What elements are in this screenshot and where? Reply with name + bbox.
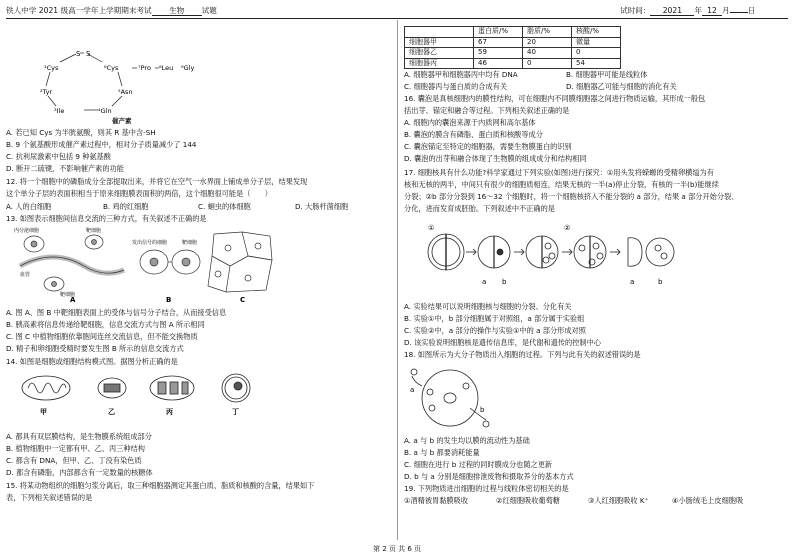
q15-option-a: A. 细胞器甲和细胞器丙中均有 DNA [404,70,518,79]
q12-option-b: B. 鸡的红细胞 [103,202,149,211]
organelle-label-ding: 丁 [232,408,239,416]
q16-option-c: C. 囊泡锚定至特定的细胞器，需要生物膜蛋白的识别 [404,142,572,151]
q13-option-c: C. 图 C 中植物细胞依靠胞间连丝交流信息，但不能交换物质 [6,332,198,341]
q17-stem-line4: 分化，进而发育成胚胎。下列叙述中不正确的是 [404,204,555,213]
q17-option-a: A. 实验结果可以说明细胞核与细胞的分裂、分化有关 [404,302,572,311]
table-cell: 67 [474,37,523,48]
table-header-lipid: 脂质/% [523,27,572,38]
table-header-empty [405,27,474,38]
q13-option-b: B. 胰高素将信息传递给靶细胞，信息交流方式与图 A 所示相同 [6,320,205,329]
q18-option-b: B. a 与 b 都要消耗能量 [404,448,480,457]
table-cell: 细胞器乙 [405,48,474,59]
q16-stem-line2: 括出芽、锚定和融合等过程。下列相关叙述正确的是 [404,106,570,115]
q12-stem-line1: 12. 将一个细胞中的磷脂成分全部提取出来，并将它在空气一水界面上铺成单分子层，结果发现 [6,177,308,186]
fig-label-b: B [166,296,172,304]
q19-stem: 19. 下列物质进出细胞的过程与线粒体密切相关的是 [404,484,569,493]
oxytocin-caption: 催产素 [112,117,132,125]
table-cell: 0 [572,48,621,59]
table-cell: 细胞器甲 [405,37,474,48]
q15-option-d: D. 细胞器乙可能与细胞的消化有关 [566,82,677,91]
q15-option-c: C. 细胞器丙与蛋白质的合成有关 [404,82,508,91]
q17-stem-line3: 分裂；②b 部分分裂到 16～32 个细胞时，将一个细胞核挤入不能分裂的 a 部分，结果 a 部分开始分裂、 [404,192,739,201]
residue-tyr2: ²Tyr [40,88,53,96]
table-header-protein: 蛋白质/% [474,27,523,38]
table-cell: 20 [523,37,572,48]
residue-gln4: ⁴Gln [98,107,112,115]
q14-option-b: B. 植物细胞中一定都有甲、乙、丙三种结构 [6,444,145,453]
q16-option-b: B. 囊泡的膜含有磷脂、蛋白质和核酸等成分 [404,130,543,139]
table-row [405,37,621,48]
header-rule [6,18,788,19]
q17-option-c: C. 实验②中，a 部分的操作与实验①中的 a 部分形成对照 [404,326,586,335]
q18-stem: 18. 如图所示为大分子物质出入细胞的过程。下列与此有关的叙述错误的是 [404,350,641,359]
label-endocrine-cell: 内分泌细胞 [14,228,40,234]
day-unit: 日 [747,6,756,15]
q14-option-a: A. 都具有双层膜结构，是生物膜系统组成部分 [6,432,152,441]
q14-stem: 14. 如图是细胞或细胞结构模式图。据图分析正确的是 [6,357,178,366]
label-target-cell-a: 靶细胞 [86,228,102,234]
q11-option-c: C. 抗利尿激素中包括 9 种氨基酸 [6,152,111,161]
q19-item-2: ②红细胞吸收葡萄糖 [496,496,560,505]
table-cell: 59 [474,48,523,59]
endocytosis-figure [410,362,490,434]
q19-item-1: ①酒精被胃黏膜吸收 [404,496,468,505]
q16-option-a: A. 细胞内的囊泡来源于内质网和高尔基体 [404,118,536,127]
organelle-label-yi: 乙 [108,408,115,416]
organelle-composition-table [404,26,621,69]
organelle-label-bing: 丙 [166,408,173,416]
step-2-label: ② [564,224,571,232]
disulfide-s-left: S [76,50,81,58]
q12-option-d: D. 大肠杆菌细胞 [295,202,349,211]
fig-label-a: A [70,296,76,304]
salamander-egg-figure [424,218,684,298]
residue-cys1: ¹Cys [44,64,59,72]
q11-option-b: B. 9 个氨基酸形成催产素过程中，相对分子质量减少了 144 [6,140,197,149]
table-row [405,58,621,69]
table-cell: 细胞器丙 [405,58,474,69]
q14-option-d: D. 都含有磷脂，内部都含有一定数量的核糖体 [6,468,153,477]
q18-option-a: A. a 与 b 的发生均以膜的流动性为基础 [404,436,530,445]
label-target-cell-b: 靶细胞 [182,240,198,246]
q12-option-a: A. 人的白细胞 [6,202,52,211]
q13-option-d: D. 精子和卵细胞受精时要发生图 B 所示的信息交流方式 [6,344,184,353]
exam-year: 2021 [650,6,694,16]
q15-stem-line1: 15. 将某动物组织的细胞匀浆分离后，取三种细胞器测定其蛋白质、脂质和核酸的含量，结果如下 [6,481,315,490]
residue-gly9: ⁹Gly [181,64,195,72]
q16-option-d: D. 囊泡的出芽和融合体现了生物膜的组成成分和结构相同 [404,154,587,163]
residue-ile3: ³Ile [54,107,65,115]
page-number-footer: 第 2 页 共 6 页 [372,545,422,553]
table-cell: 0 [523,58,572,69]
exam-month: 12 [702,6,722,16]
q17-stem-line2: 核和无核的两半，中间只有很少的细胞质相连，结果无核的一半(a)停止分裂，有核的一半(b)能继续 [404,180,719,189]
half-b-label-2: b [658,278,663,286]
q16-stem-line1: 16. 囊泡是真核细胞内的膜性结构，可在细胞内不同膜细胞器之间进行物质运输，其形成一般包 [404,94,706,103]
half-b-label-1: b [502,278,507,286]
half-a-label-1: a [482,278,487,286]
year-unit: 年 [694,6,702,15]
table-cell: 微量 [572,37,621,48]
month-unit: 月 [721,6,730,15]
q13-stem: 13. 如图表示细胞间信息交流的三种方式，有关叙述不正确的是 [6,214,207,223]
residue-pro7: ⁷Pro [138,64,151,72]
q11-option-a: A. 若已知 Cys 为半胱氨酸，则其 R 基中含-SH [6,128,156,137]
q17-stem-line1: 17. 细胞核具有什么功能?科学家通过下列实验(如图)进行探究：①用头发将蝾螈的受精卵横缢为有 [404,168,714,177]
q18-option-c: C. 细胞在进行 b 过程的同时膜成分也随之更新 [404,460,553,469]
exam-day [730,12,748,13]
label-target-cell-a2: 靶细胞 [60,292,76,298]
cell-signaling-figure [14,226,274,302]
title-suffix: 试题 [201,6,217,15]
label-blood-vessel: 血管 [20,272,31,278]
q15-stem-line2: 表，下列相关叙述错误的是 [6,493,93,502]
table-header-nucleic-acid: 核酸/% [572,27,621,38]
q14-option-c: C. 都含有 DNA，但甲、乙、丁没有染色质 [6,456,142,465]
oxytocin-diagram [40,48,195,118]
label-signal-cell: 发出信号的细胞 [132,240,168,246]
q19-item-4: ④小肠绒毛上皮细胞吸 [672,496,744,505]
step-1-label: ① [428,224,435,232]
exam-time-label: 试时间： [620,6,651,15]
q17-option-b: B. 实验①中，b 部分细胞属于对照组，a 部分属于实验组 [404,314,585,323]
table-cell: 46 [474,58,523,69]
table-cell: 54 [572,58,621,69]
q15-option-b: B. 细胞器甲可能是线粒体 [566,70,648,79]
exam-header-right [620,6,755,16]
disulfide-s-right: S [86,50,91,58]
table-header-row [405,27,621,38]
q19-item-3: ③人红细胞吸收 K⁺ [588,496,649,505]
q12-stem-line2: 这个单分子层的表面积相当于原来细胞膜表面积的两倍，这个细胞很可能是（ ） [6,189,272,198]
residue-asn5: ⁵Asn [118,88,133,96]
organelle-label-jia: 甲 [40,408,47,416]
residue-cys6: ⁶Cys [104,64,119,72]
column-divider [397,20,398,540]
process-b-label: b [480,406,485,414]
fig-label-c: C [240,296,246,304]
q12-option-c: C. 蛔虫的体细胞 [198,202,251,211]
table-cell: 40 [523,48,572,59]
q13-option-a: A. 图 A、图 B 中靶细胞表面上的受体与信号分子结合，从而接受信息 [6,308,227,317]
subject-field: 生物 [152,6,202,16]
exam-header-left [6,6,217,16]
school-exam-title: 铁人中学 2021 级高一学年上学期期末考试 [6,6,152,15]
process-a-label: a [410,386,415,394]
table-row [405,48,621,59]
residue-leu8: ⁸Leu [159,64,174,72]
organelle-figure [20,370,270,418]
q11-option-d: D. 断开二硫键，不影响催产素的功能 [6,164,124,173]
q17-option-d: D. 该实验说明细胞核是遗传信息库，是代谢和遗传的控制中心 [404,338,601,347]
half-a-label-2: a [630,278,635,286]
q18-option-d: D. b 与 a 分别是细胞排泄废物和摄取养分的基本方式 [404,472,574,481]
